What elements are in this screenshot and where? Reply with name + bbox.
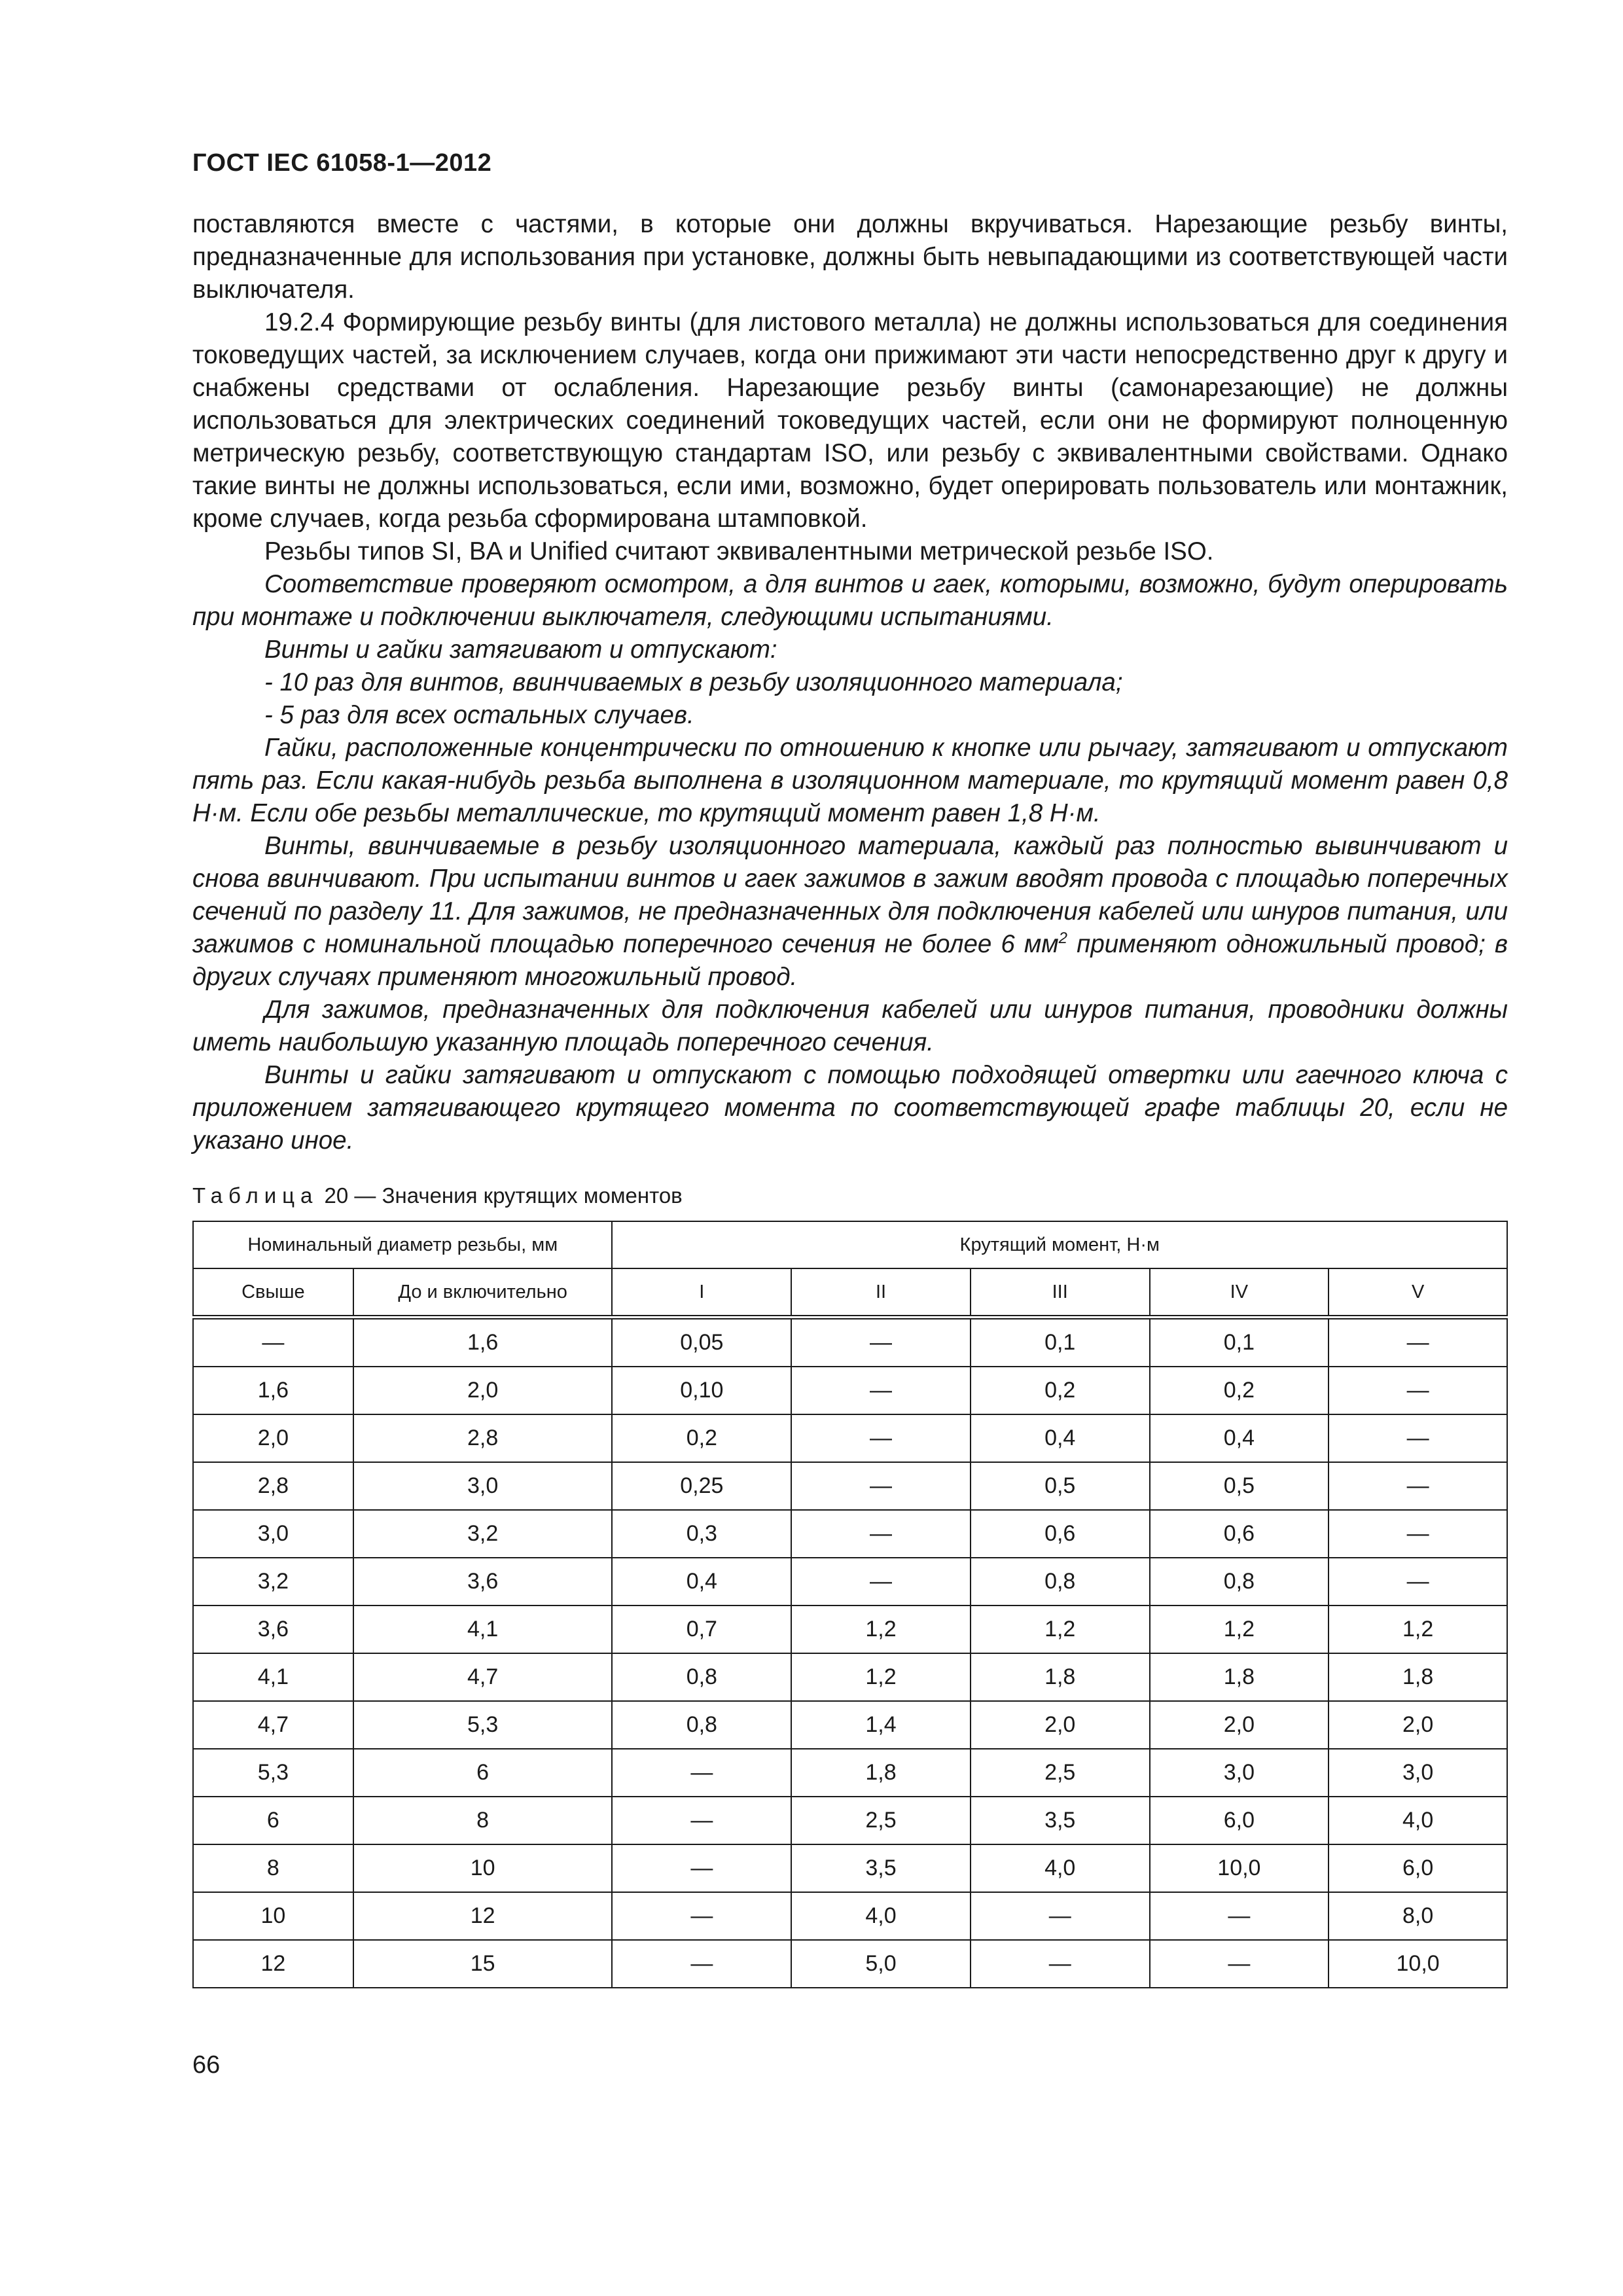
page-header-standard: ГОСТ IEC 61058-1—2012 [192,149,492,177]
table-row [193,1653,1507,1701]
table-cell: 0,2 [1150,1367,1329,1414]
table-caption [192,1183,683,1208]
table-cell: — [1329,1414,1507,1462]
table-caption-label: Таблица [192,1183,319,1208]
table-cell: 1,2 [791,1605,971,1653]
table-cell: — [1329,1367,1507,1414]
table-cell: 0,8 [971,1558,1150,1605]
table-cell: 1,2 [1329,1605,1507,1653]
table-cell: — [612,1940,791,1988]
table-cell: 1,6 [193,1367,353,1414]
table-cell: 3,0 [1150,1749,1329,1797]
table-cell: 2,0 [193,1414,353,1462]
paragraph-compliance: Соответствие проверяют осмотром, а для винтов и гаек, которыми, возможно, будут оперировать при монтаже и подключении выключателя, следующими испытаниями. [192,570,1508,631]
table-cell: 1,8 [971,1653,1150,1701]
table-cell: 10 [353,1844,613,1892]
table-cell: 3,6 [193,1605,353,1653]
table-cell: 4,7 [193,1701,353,1749]
table-column-header: I [612,1268,791,1318]
table-cell: — [612,1749,791,1797]
table-cell: 4,1 [353,1605,613,1653]
table-column-header: IV [1150,1268,1329,1318]
paragraph: Резьбы типов SI, BA и Unified считают эквивалентными метрической резьбе ISO. [264,537,1214,565]
table-cell: 6 [193,1797,353,1844]
table-cell: — [1329,1558,1507,1605]
table-cell: 0,7 [612,1605,791,1653]
table-cell: 4,1 [193,1653,353,1701]
table-cell: 2,0 [971,1701,1150,1749]
table-cell: 0,10 [612,1367,791,1414]
table-cell: 1,6 [353,1318,613,1367]
table-group-header-torque: Крутящий момент, Н·м [612,1221,1507,1268]
table-cell: 3,2 [193,1558,353,1605]
table-cell: 3,0 [1329,1749,1507,1797]
table-cell: 3,0 [353,1462,613,1510]
paragraph-text: Винты, ввинчиваемые в резьбу изоляционного материала, каждый раз полностью вывинчивают и снова ввинчивают. При испытании винтов и гаек зажимов в зажим вводят провода с площадью поперечных сечений по разделу 11. Для зажимов, не предназначенных для подключения кабелей или шнуров питания, или зажимов с номинальной площадью поперечного сечения не более 6 мм [192,832,1508,958]
table-row [193,1510,1507,1558]
table-cell: 10 [193,1892,353,1940]
body-text [192,208,1508,1157]
table-cell: 0,8 [612,1701,791,1749]
table-cell: 2,0 [353,1367,613,1414]
table-cell: 8,0 [1329,1892,1507,1940]
table-cell: — [1329,1462,1507,1510]
table-cell: — [971,1940,1150,1988]
table-cell: 8 [353,1797,613,1844]
table-column-header: Свыше [193,1268,353,1318]
table-cell: 0,6 [1150,1510,1329,1558]
table-body [193,1318,1507,1988]
table-cell: 1,8 [791,1749,971,1797]
table-cell: — [1329,1510,1507,1558]
table-cell: 2,5 [791,1797,971,1844]
table-cell: — [791,1318,971,1367]
table-cell: 6,0 [1329,1844,1507,1892]
table-cell: 0,5 [1150,1462,1329,1510]
paragraph: Гайки, расположенные концентрически по отношению к кнопке или рычагу, затягивают и отпускают пять раз. Если какая-нибудь резьба выполнена в изоляционном материале, то крутящий момент равен 0,8 Н·м. Если обе резьбы металлические, то крутящий момент равен 1,8 Н·м. [192,734,1508,827]
torque-table [192,1221,1508,1988]
table-cell: 1,2 [971,1605,1150,1653]
table-cell: 0,2 [971,1367,1150,1414]
table-cell: 0,6 [971,1510,1150,1558]
table-cell: 0,4 [1150,1414,1329,1462]
table-cell: — [612,1892,791,1940]
table-group-header-diameter: Номинальный диаметр резьбы, мм [193,1221,612,1268]
paragraph: поставляются вместе с частями, в которые они должны вкручиваться. Нарезающие резьбу винты, предназначенные для использования при установке, должны быть невыпадающими из соответствующей части выключателя. [192,210,1508,304]
table-cell: 1,8 [1329,1653,1507,1701]
superscript: 2 [1058,929,1068,948]
table-cell: 3,5 [971,1797,1150,1844]
table-cell: 0,4 [612,1558,791,1605]
table-cell: — [791,1510,971,1558]
table-cell: 1,2 [1150,1605,1329,1653]
paragraph: Для зажимов, предназначенных для подключения кабелей или шнуров питания, проводники должны иметь наибольшую указанную площадь поперечного сечения. [192,996,1508,1056]
table-cell: 10,0 [1329,1940,1507,1988]
paragraph [192,830,1508,994]
table-row [193,1749,1507,1797]
table-cell: 1,2 [791,1653,971,1701]
table-cell: 3,5 [791,1844,971,1892]
table-row [193,1701,1507,1749]
table-cell: — [1150,1892,1329,1940]
table-cell: — [1150,1940,1329,1988]
table-cell: 1,8 [1150,1653,1329,1701]
table-cell: 4,0 [791,1892,971,1940]
table-row [193,1318,1507,1367]
table-cell: 10,0 [1150,1844,1329,1892]
paragraph: Винты и гайки затягивают и отпускают с помощью подходящей отвертки или гаечного ключа с приложением затягивающего крутящего момента по соответствующей графе таблицы 20, если не указано иное. [192,1061,1508,1155]
table-row [193,1844,1507,1892]
paragraph-text-tail: применяют одножильный провод; в других случаях применяют многожильный провод. [192,930,1508,991]
table-cell: 4,0 [1329,1797,1507,1844]
table-cell: 2,5 [971,1749,1150,1797]
table-cell: — [612,1844,791,1892]
table-cell: 0,3 [612,1510,791,1558]
table-cell: 6 [353,1749,613,1797]
table-row [193,1797,1507,1844]
list-item: - 5 раз для всех остальных случаев. [264,701,694,729]
table-cell: 5,3 [353,1701,613,1749]
table-cell: 0,1 [1150,1318,1329,1367]
table-cell: 5,0 [791,1940,971,1988]
table-cell: — [791,1558,971,1605]
table-cell: 0,2 [612,1414,791,1462]
table-row [193,1367,1507,1414]
table-cell: 3,2 [353,1510,613,1558]
table-cell: 6,0 [1150,1797,1329,1844]
table-row [193,1892,1507,1940]
table-cell: 0,05 [612,1318,791,1367]
table-cell: 2,0 [1150,1701,1329,1749]
table-caption-text: 20 — Значения крутящих моментов [318,1183,683,1208]
table-cell: 2,0 [1329,1701,1507,1749]
table-cell: 1,4 [791,1701,971,1749]
table-cell: — [1329,1318,1507,1367]
table-row [193,1414,1507,1462]
table-row [193,1940,1507,1988]
table-row [193,1605,1507,1653]
paragraph-clause-19-2-4: 19.2.4 Формирующие резьбу винты (для листового металла) не должны использоваться для соединения токоведущих частей, за исключением случаев, когда они прижимают эти части непосредственно друг к другу и снабжены средствами от ослабления. Нарезающие резьбу винты (самонарезающие) не должны использоваться для электрических соединений токоведущих частей, если они не формируют полноценную метрическую резьбу, соответствующую стандартам ISO, или резьбу с эквивалентными свойствами. Однако такие винты не должны использоваться, если ими, возможно, будет оперировать пользователь или монтажник, кроме случаев, когда резьба сформирована штамповкой. [192,308,1508,533]
table-cell: 0,25 [612,1462,791,1510]
table-cell: 2,8 [193,1462,353,1510]
table-cell: 0,1 [971,1318,1150,1367]
table-cell: 0,5 [971,1462,1150,1510]
table-cell: 5,3 [193,1749,353,1797]
table-cell: 3,0 [193,1510,353,1558]
page-number: 66 [192,2051,221,2079]
table-column-header: До и включительно [353,1268,613,1318]
table-cell: 15 [353,1940,613,1988]
table-column-header: III [971,1268,1150,1318]
table-cell: — [791,1462,971,1510]
table-cell: — [791,1414,971,1462]
table-cell: 8 [193,1844,353,1892]
table-column-header: II [791,1268,971,1318]
table-cell: 4,0 [971,1844,1150,1892]
table-cell: — [791,1367,971,1414]
table-cell: 0,8 [1150,1558,1329,1605]
table-column-header: V [1329,1268,1507,1318]
table-cell: — [193,1318,353,1367]
paragraph: Винты и гайки затягивают и отпускают: [264,636,777,664]
table-cell: — [971,1892,1150,1940]
table-cell: 3,6 [353,1558,613,1605]
table-cell: 12 [353,1892,613,1940]
table-cell: 12 [193,1940,353,1988]
table-cell: 2,8 [353,1414,613,1462]
table-row [193,1558,1507,1605]
table-cell: 4,7 [353,1653,613,1701]
list-item: - 10 раз для винтов, ввинчиваемых в резьбу изоляционного материала; [264,668,1123,696]
table-cell: — [612,1797,791,1844]
table-row [193,1462,1507,1510]
table-cell: 0,4 [971,1414,1150,1462]
table-cell: 0,8 [612,1653,791,1701]
